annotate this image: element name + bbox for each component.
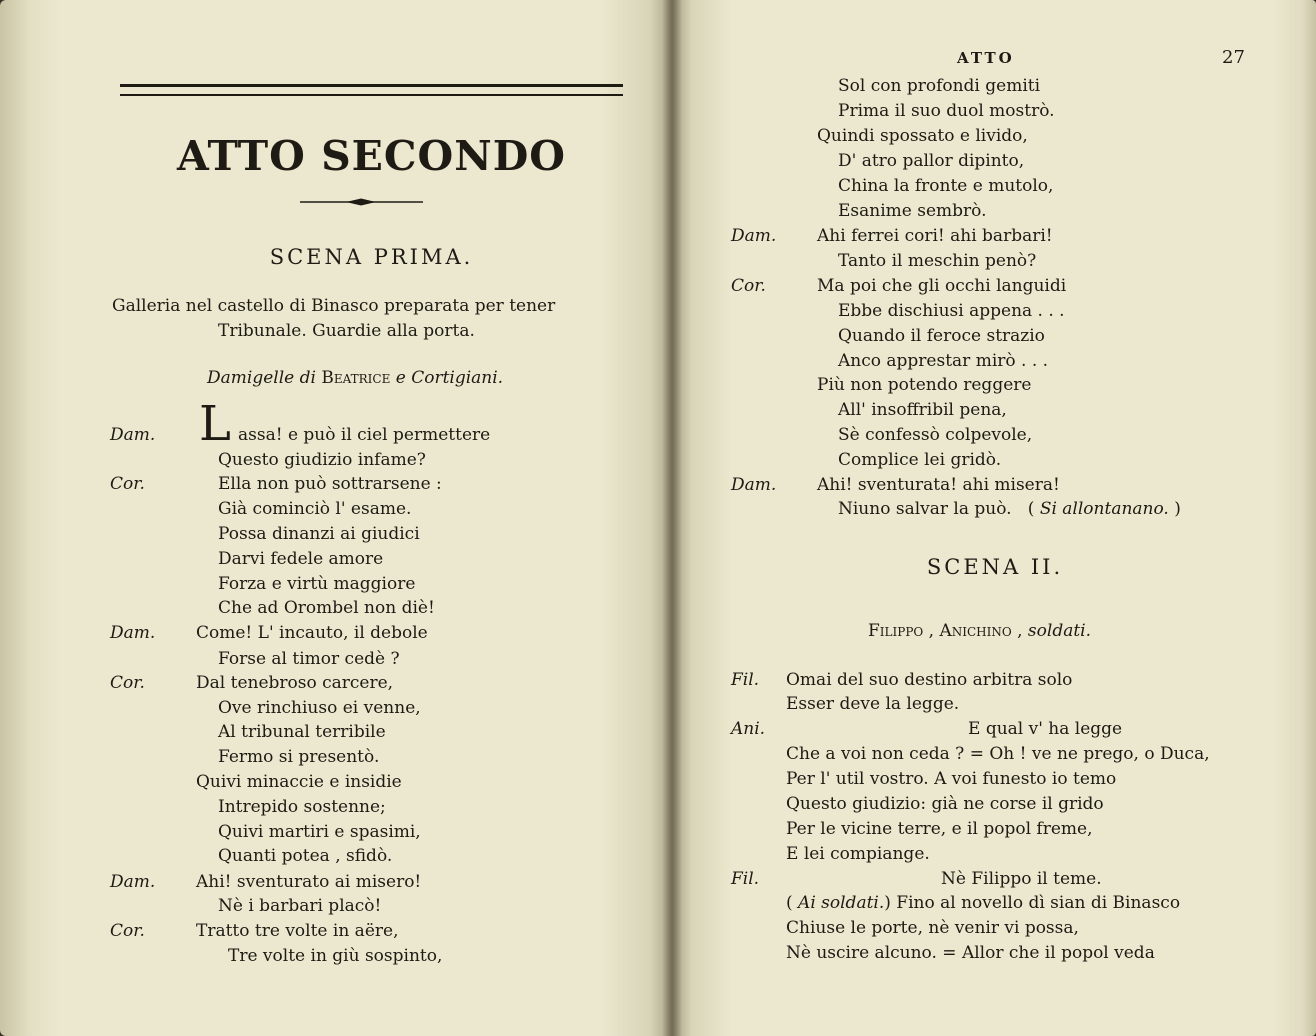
verse-line: Quindi spossato e livido, (817, 126, 1028, 146)
verse-text: Niuno salvar la può. (838, 499, 1012, 519)
ornament-divider (300, 198, 423, 206)
verse-line: Chiuse le porte, nè venir vi possa, (786, 918, 1079, 938)
stage-direction-open: ( (786, 893, 799, 913)
verse-line: China la fronte e mutolo, (838, 176, 1054, 196)
verse-line: Come! L' incauto, il debole (196, 623, 428, 643)
book-gutter (662, 0, 682, 1036)
verse-line: Sol con profondi gemiti (838, 76, 1041, 96)
speaker-label: Fil. (731, 670, 760, 690)
speaker-label: Dam. (110, 623, 156, 643)
verse-line: Nè Filippo il teme. (941, 869, 1102, 889)
verse-line: Al tribunal terribile (218, 722, 386, 742)
speaker-label: Dam. (731, 226, 777, 246)
verse-line: Più non potendo reggere (817, 375, 1032, 395)
verse-line: Per le vicine terre, e il popol freme, (786, 819, 1093, 839)
verse-line: Quivi martiri e spasimi, (218, 822, 421, 842)
characters-name: Beatrice (321, 368, 391, 388)
verse-line: Tratto tre volte in aëre, (196, 921, 399, 941)
verse-line: Già cominciò l' esame. (218, 499, 412, 519)
verse-line: assa! e può il ciel permettere (238, 425, 491, 445)
character-soldati: soldati. (1027, 621, 1092, 641)
speaker-label: Dam. (110, 425, 156, 445)
verse-line: Anco apprestar mirò . . . (838, 351, 1049, 371)
drop-cap: L (199, 396, 231, 452)
verse-line: Dal tenebroso carcere, (196, 673, 394, 693)
verse-line: Ove rinchiuso ei venne, (218, 698, 421, 718)
verse-line: Tanto il meschin penò? (838, 251, 1037, 271)
verse-line: Darvi fedele amore (218, 549, 384, 569)
verse-line: Fermo si presentò. (218, 747, 380, 767)
scene-heading: SCENA PRIMA. (269, 245, 474, 269)
speaker-label: Cor. (731, 276, 766, 296)
verse-line: All' insoffribil pena, (838, 400, 1007, 420)
characters-prefix: Damigelle di (207, 368, 316, 388)
verse-line: Forse al timor cedè ? (218, 649, 400, 669)
verse-line: Questo giudizio: già ne corse il grido (786, 794, 1104, 814)
verse-line: Forza e virtù maggiore (218, 574, 416, 594)
verse-line: Prima il suo duol mostrò. (838, 101, 1055, 121)
verse-line: Ebbe dischiusi appena . . . (838, 301, 1065, 321)
stage-direction: ( Si allontanano. ) (1016, 499, 1181, 519)
verse-line: Ella non può sottrarsene : (218, 474, 442, 494)
running-head: ATTO (957, 49, 1015, 67)
verse-line-with-direction (786, 895, 1180, 912)
verse-line: E lei compiange. (786, 844, 930, 864)
verse-line: Per l' util vostro. A voi funesto io temo (786, 769, 1117, 789)
character-anichino: Anichino (939, 621, 1012, 641)
verse-line: Quando il feroce strazio (838, 326, 1045, 346)
speaker-label: Fil. (731, 869, 760, 889)
verse-line: Ma poi che gli occhi languidi (817, 276, 1067, 296)
verse-line-with-direction (838, 501, 1181, 518)
verse-line: Che ad Orombel non diè! (218, 598, 435, 618)
verse-line: Questo giudizio infame? (218, 450, 426, 470)
scene-2-characters: Filippo , Anichino , soldati. (868, 621, 1092, 641)
verse-text: ) Fino al novello dì sian di Binasco (884, 893, 1181, 913)
verse-line: Nè i barbari placò! (218, 896, 382, 916)
verse-line: Quanti potea , sfidò. (218, 846, 393, 866)
stage-direction-soldiers: Ai soldati. (798, 893, 885, 913)
character-filippo: Filippo (868, 621, 924, 641)
verse-line: E qual v' ha legge (968, 719, 1123, 739)
verse-line: Quivi minaccie e insidie (196, 772, 402, 792)
stage-setting-line-2: Tribunale. Guardie alla porta. (218, 321, 475, 341)
verse-line: Tre volte in giù sospinto, (228, 946, 443, 966)
verse-line: Ahi ferrei cori! ahi barbari! (817, 226, 1053, 246)
verse-line: Complice lei gridò. (838, 450, 1002, 470)
verse-line: Che a voi non ceda ? = Oh ! ve ne prego, o Duca, (786, 744, 1210, 764)
verse-line: Esser deve la legge. (786, 694, 960, 714)
double-rule (120, 84, 623, 96)
verse-line: Sè confessò colpevole, (838, 425, 1033, 445)
speaker-label: Dam. (110, 872, 156, 892)
scene-2-heading: SCENA II. (926, 555, 1064, 579)
verse-line: Intrepido sostenne; (218, 797, 386, 817)
page-number: 27 (1222, 47, 1245, 68)
speaker-label: Cor. (110, 474, 145, 494)
verse-line: Ahi! sventurato ai misero! (196, 872, 422, 892)
speaker-label: Cor. (110, 921, 145, 941)
characters-line (207, 370, 503, 387)
verse-line: Omai del suo destino arbitra solo (786, 670, 1073, 690)
verse-line: Nè uscire alcuno. = Allor che il popol veda (786, 943, 1155, 963)
verse-line: D' atro pallor dipinto, (838, 151, 1025, 171)
speaker-label: Dam. (731, 475, 777, 495)
speaker-label: Cor. (110, 673, 145, 693)
verse-line: Ahi! sventurata! ahi misera! (817, 475, 1060, 495)
verse-line: Esanime sembrò. (838, 201, 987, 221)
act-title: ATTO SECONDO (176, 132, 567, 180)
characters-suffix: e Cortigiani. (395, 368, 504, 388)
stage-setting-line-1: Galleria nel castello di Binasco preparata per tener (112, 296, 556, 316)
speaker-label: Ani. (731, 719, 766, 739)
stage-direction-text: Si allontanano. (1039, 499, 1169, 519)
verse-line: Possa dinanzi ai giudici (218, 524, 420, 544)
